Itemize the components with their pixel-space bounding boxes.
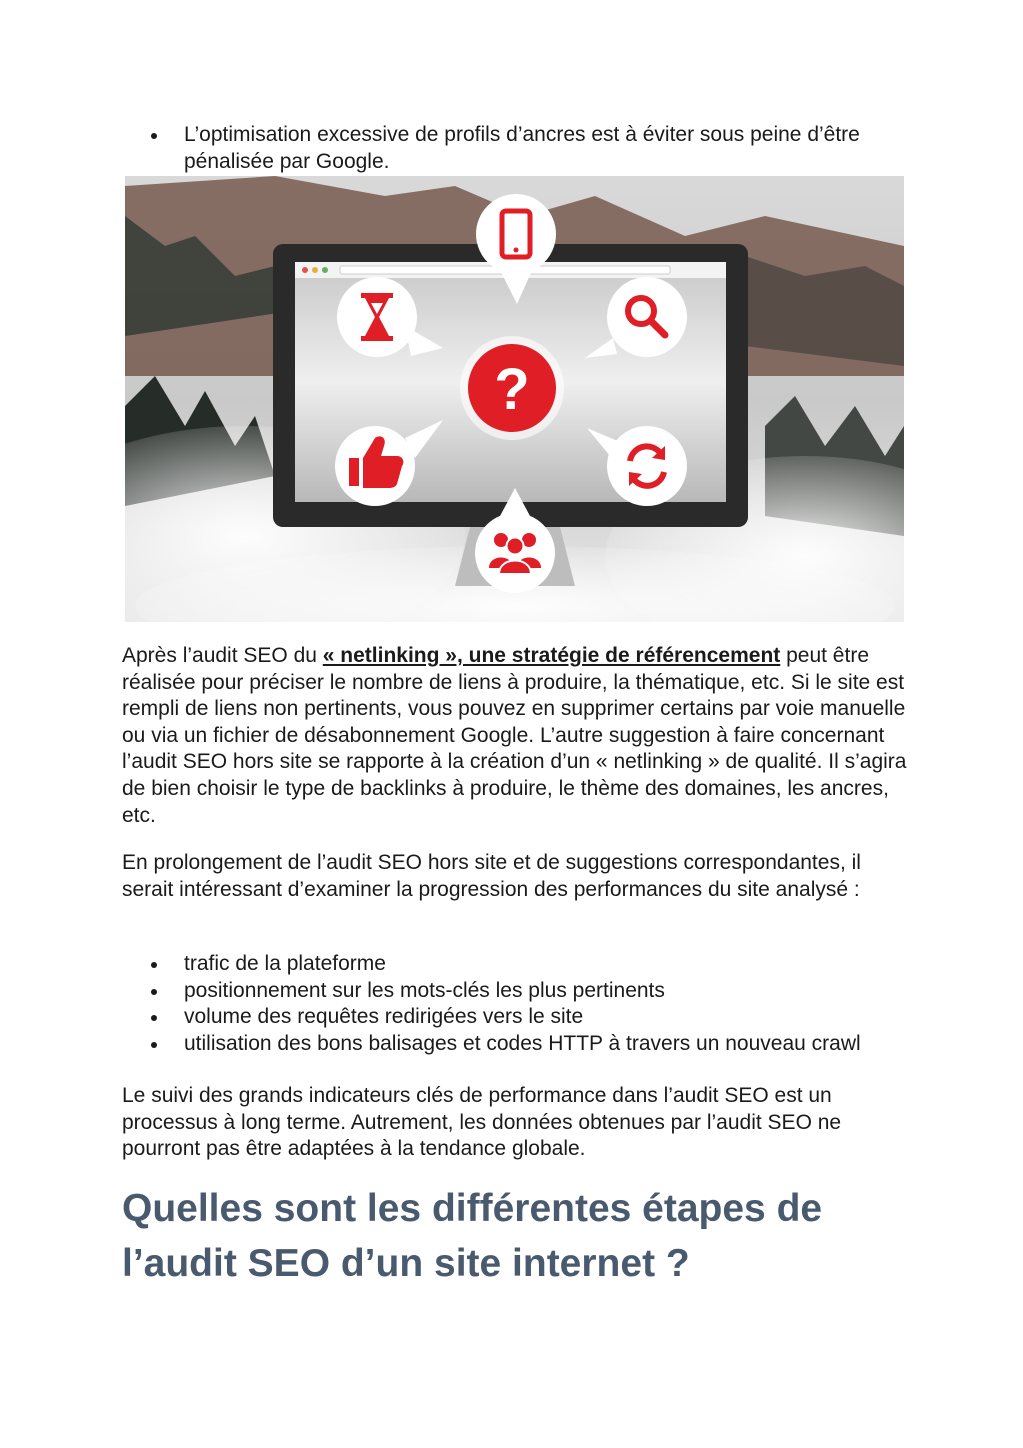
paragraph-text: Après l’audit SEO du [122, 644, 323, 667]
list-item [122, 951, 902, 978]
paragraph-netlinking [122, 643, 912, 829]
paragraph-performance: En prolongement de l’audit SEO hors site et de suggestions correspondantes, il serait intéressant d’examiner la progression des performances du site analysé : [122, 851, 861, 901]
top-bullet-list [122, 122, 902, 175]
list-item-text: positionnement sur les mots-clés les plus pertinents [184, 978, 665, 1002]
netlinking-link[interactable]: « netlinking », une stratégie de référencement [322, 644, 781, 667]
list-item [122, 122, 902, 175]
bullet-dot [151, 133, 157, 139]
illustration-svg [125, 176, 904, 622]
paragraph-kpi: Le suivi des grands indicateurs clés de performance dans l’audit SEO est un processus à long terme. Autrement, les données obtenues par l’audit SEO ne pourront pas être adaptées à la tendance globale. [122, 1084, 842, 1161]
bullet-dot [151, 962, 157, 968]
list-item-text: L’optimisation excessive de profils d’ancres est à éviter sous peine d’être pénalisée par Google. [184, 123, 860, 173]
bullet-dot [151, 1042, 157, 1048]
list-item [122, 978, 902, 1005]
list-item-text: utilisation des bons balisages et codes HTTP à travers un nouveau crawl [184, 1031, 861, 1055]
list-item [122, 1004, 902, 1031]
question-glyph: ? [494, 357, 530, 422]
list-item [122, 1031, 902, 1058]
paragraph-text: peut être réalisée pour préciser le nombre de liens à produire, la thématique, etc. Si le site est rempli de liens non pertinents, vous pouvez en supprimer certains par voie manuelle ou via un fichier de désabonnement Google. L’autre suggestion à faire concernant l’audit SEO hors site se rapporte à la création d’un « netlinking » de qualité. Il s’agira de bien choisir le type de backlinks à produire, le thème des domaines, les ancres, etc. [122, 644, 907, 827]
performance-bullet-list [122, 951, 902, 1057]
list-item-text: volume des requêtes redirigées vers le site [184, 1005, 584, 1028]
seo-illustration [125, 176, 904, 622]
question-center [460, 336, 564, 440]
bullet-dot [151, 1015, 157, 1021]
list-item-text: trafic de la plateforme [184, 952, 386, 975]
section-heading: Quelles sont les différentes étapes de l’audit SEO d’un site internet ? [122, 1187, 823, 1285]
bullet-dot [151, 989, 157, 995]
